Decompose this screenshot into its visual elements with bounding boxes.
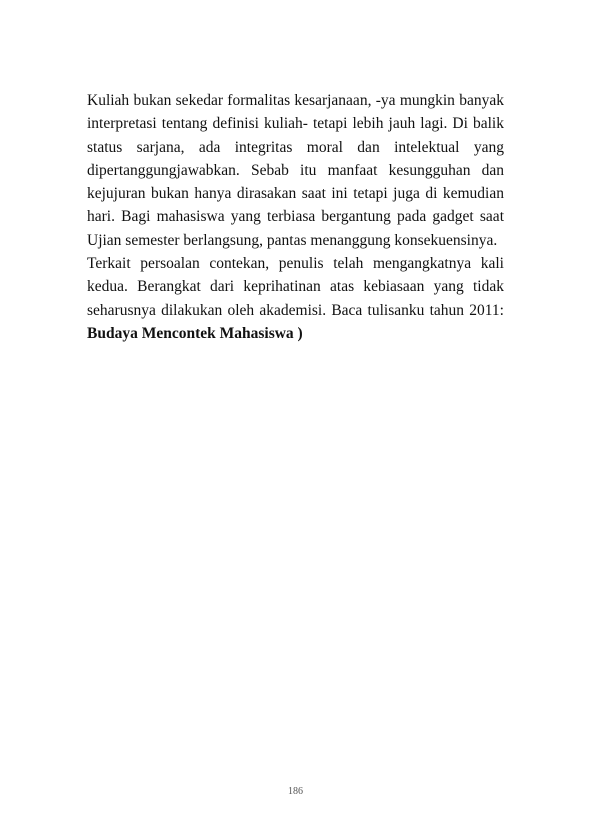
page-number: 186: [288, 786, 303, 797]
article-reference: Budaya Mencontek Mahasiswa ): [87, 324, 303, 342]
paragraph-2-text: Terkait persoalan contekan, penulis telah mengangkatnya kali kedua. Berangkat dari keprihatinan atas kebiasaan yang tidak seharusnya dilakukan oleh akademisi. Baca tulisanku tahun 2011:: [87, 255, 504, 319]
paragraph-2: [87, 252, 504, 345]
paragraph-1: Kuliah bukan sekedar formalitas kesarjanaan, -ya mungkin banyak interpretasi tentang definisi kuliah- tetapi lebih jauh lagi. Di balik status sarjana, ada integritas moral dan intelektual yang dipertanggungjawabkan. Sebab itu manfaat kesungguhan dan kejujuran bukan hanya dirasakan saat ini tetapi juga di kemudian hari. Bagi mahasiswa yang terbiasa bergantung pada gadget saat Ujian semester berlangsung, pantas menanggung konsekuensinya.: [87, 92, 504, 249]
body-text: [87, 89, 504, 345]
